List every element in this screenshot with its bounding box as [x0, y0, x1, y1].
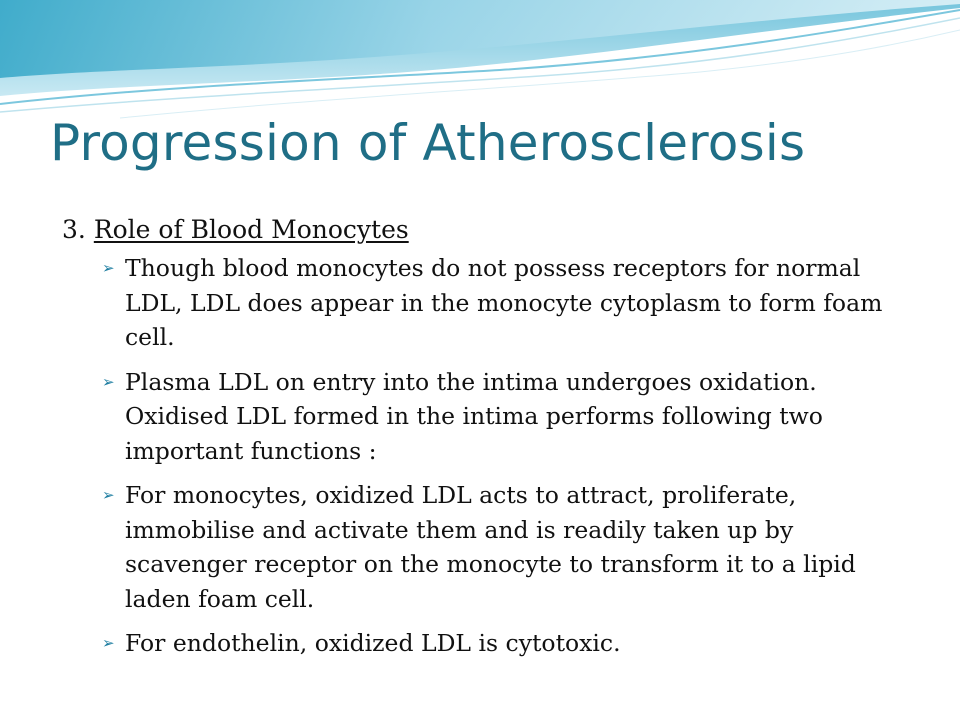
- bullet-text: Though blood monocytes do not possess receptors for normal LDL, LDL does appear in the monocyte cytoplasm to form foam cell.: [125, 254, 883, 351]
- slide-title: Progression of Atherosclerosis: [50, 114, 806, 172]
- bullet-list: [62, 251, 902, 661]
- section-heading: [62, 212, 902, 248]
- arrow-bullet-icon: ➢: [102, 634, 115, 652]
- arrow-bullet-icon: ➢: [102, 486, 115, 504]
- header-wave-decoration: [0, 0, 960, 120]
- bullet-text: For monocytes, oxidized LDL acts to attract, proliferate, immobilise and activate them and is readily taken up by scavenger receptor on the monocyte to transform it to a lipid laden foam cell.: [125, 481, 856, 613]
- slide-content: [62, 212, 902, 671]
- section-number: 3.: [62, 215, 86, 244]
- bullet-text: Plasma LDL on entry into the intima undergoes oxidation. Oxidised LDL formed in the intima performs following two important functions :: [125, 367, 823, 465]
- bullet-item: [62, 251, 902, 355]
- bullet-item: [62, 626, 902, 661]
- bullet-item: [62, 478, 902, 616]
- arrow-bullet-icon: ➢: [102, 259, 115, 277]
- section-heading-text: Role of Blood Monocytes: [93, 215, 409, 244]
- bullet-text: For endothelin, oxidized LDL is cytotoxic.: [125, 629, 621, 657]
- bullet-item: [62, 365, 902, 469]
- arrow-bullet-icon: ➢: [102, 372, 115, 391]
